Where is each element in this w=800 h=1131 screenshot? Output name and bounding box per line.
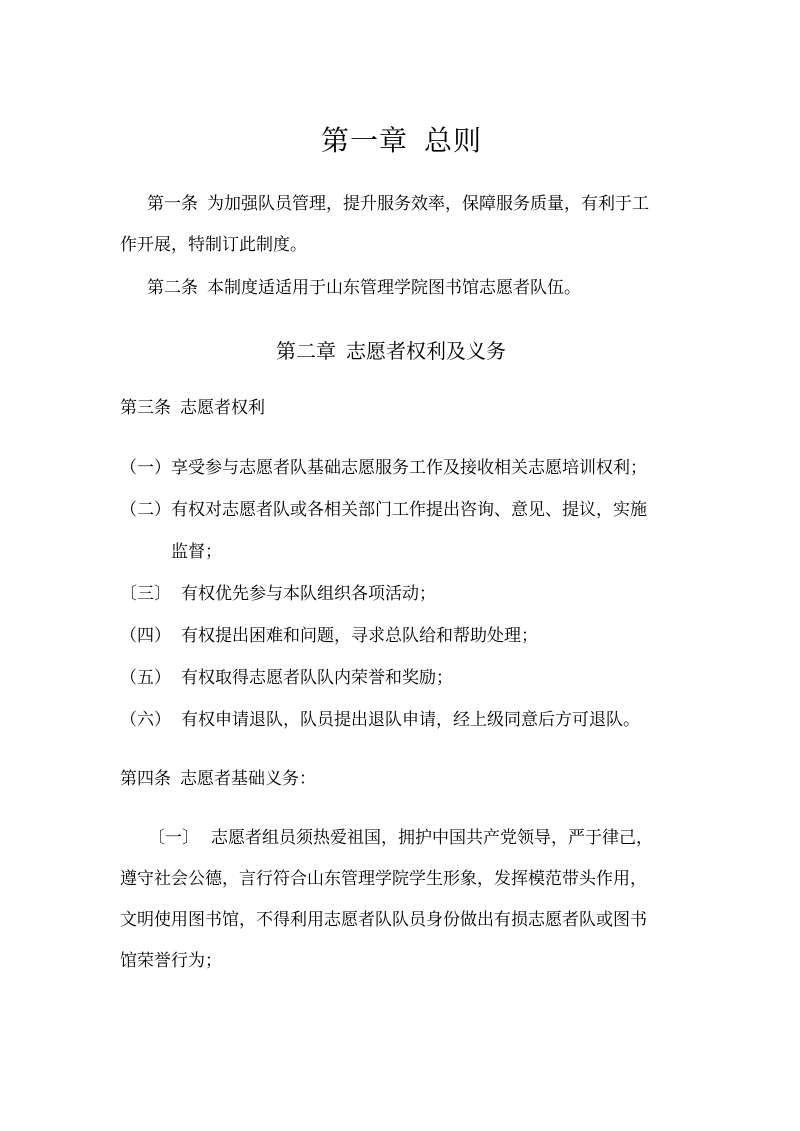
item-text: 有权优先参与本队组织各项活动； — [181, 584, 436, 604]
item-number: 〔三〕 — [120, 584, 171, 604]
article-3-heading — [120, 400, 265, 417]
article-2-line — [147, 280, 581, 297]
chapter-1-heading — [321, 124, 483, 157]
item-text: 有权申请退队，队员提出退队申请，经上级同意后方可退队。 — [181, 710, 640, 730]
chapter-1-label: 第一章 — [321, 124, 409, 157]
item-text-line-4: 馆荣誉行为； — [120, 951, 222, 971]
article-4-heading — [120, 771, 316, 788]
item-text-line-3: 文明使用图书馆，不得利用志愿者队队员身份做出有损志愿者队或图书 — [120, 910, 647, 930]
item-text: 有权取得志愿者队队内荣誉和奖励； — [181, 668, 453, 688]
item-number: （二） — [120, 500, 171, 520]
article-3-item-2-continuation — [171, 544, 222, 561]
article-4-item-1-line-4 — [120, 953, 222, 970]
article-1-label: 第一条 — [147, 194, 198, 214]
item-number: 〔一〕 — [148, 828, 199, 848]
article-1-line-1 — [147, 196, 649, 213]
article-4-item-1-line-1 — [148, 830, 653, 847]
article-3-item-6 — [120, 712, 640, 729]
article-3-label: 第三条 — [120, 398, 171, 418]
item-text: 有权对志愿者队或各相关部门工作提出咨询、意见、提议，实施 — [171, 500, 647, 520]
article-3-item-2 — [120, 502, 647, 519]
article-1-text-line-1: 为加强队员管理，提升服务效率，保障服务质量，有利于工 — [207, 194, 649, 214]
article-3-item-3 — [120, 586, 436, 603]
chapter-2-label: 第二章 — [276, 339, 336, 363]
item-text: 有权提出困难和问题，寻求总队给和帮助处理； — [181, 626, 538, 646]
item-number: （六） — [120, 710, 171, 730]
chapter-1-title: 总则 — [424, 124, 483, 157]
article-1-line-2 — [120, 237, 307, 254]
item-text-line-1: 志愿者组员须热爱祖国，拥护中国共产党领导，严于律己， — [211, 828, 653, 848]
chapter-2-title: 志愿者权利及义务 — [346, 339, 506, 363]
article-3-title: 志愿者权利 — [180, 398, 265, 418]
item-number: （四） — [120, 626, 171, 646]
article-3-item-1 — [120, 460, 647, 477]
article-2-label: 第二条 — [147, 278, 198, 298]
article-4-title: 志愿者基础义务： — [180, 769, 316, 789]
item-number: （一） — [120, 458, 171, 478]
article-3-item-5 — [120, 670, 453, 687]
article-4-item-1-line-3 — [120, 912, 647, 929]
article-1-text-line-2: 作开展，特制订此制度。 — [120, 235, 307, 255]
article-4-item-1-line-2 — [120, 871, 647, 888]
item-text-continuation: 监督； — [171, 542, 222, 562]
article-4-label: 第四条 — [120, 769, 171, 789]
item-number: （五） — [120, 668, 171, 688]
item-text-line-2: 遵守社会公德，言行符合山东管理学院学生形象，发挥模范带头作用， — [120, 869, 647, 889]
item-text: 享受参与志愿者队基础志愿服务工作及接收相关志愿培训权利； — [171, 458, 647, 478]
article-2-text: 本制度适适用于山东管理学院图书馆志愿者队伍。 — [207, 278, 581, 298]
chapter-2-heading — [276, 341, 506, 361]
article-3-item-4 — [120, 628, 538, 645]
